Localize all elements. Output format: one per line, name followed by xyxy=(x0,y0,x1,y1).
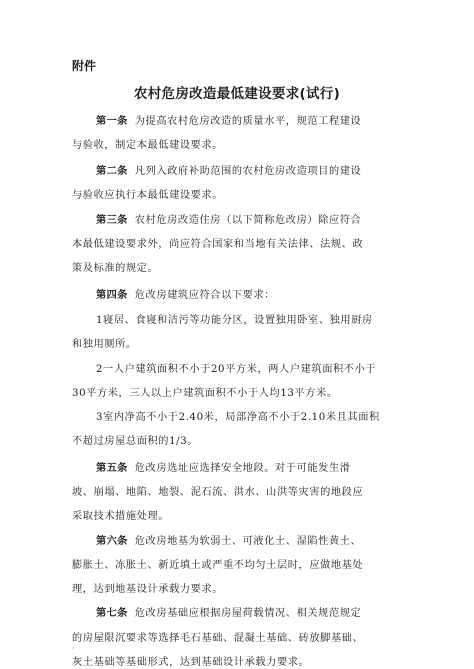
body-line xyxy=(72,507,169,522)
body-line xyxy=(72,235,363,250)
body-line xyxy=(72,335,137,350)
line-text: 危改房地基为软弱土、可液化土、湿陷性黄土、 xyxy=(134,536,362,547)
article-number: 第七条 xyxy=(96,608,128,619)
line-text: 采取技术措施处理。 xyxy=(72,511,170,522)
body-line xyxy=(72,580,223,595)
article-heading-line xyxy=(96,162,361,177)
body-line xyxy=(72,653,309,668)
body-line xyxy=(96,360,376,375)
article-heading-line xyxy=(96,286,275,301)
line-text: 农村危房改造住房（以下简称危改房）除应符合 xyxy=(134,215,362,226)
line-text: 危改房选址应选择安全地段。对于可能发生滑 xyxy=(134,463,351,474)
line-text: 本最低建设要求外，尚应符合国家和当地有关法律、法规、政 xyxy=(72,239,364,250)
body-line xyxy=(72,259,158,274)
body-line xyxy=(72,483,363,498)
line-text: 危改房基础应根据房屋荷载情况、相关规范规定 xyxy=(134,608,362,619)
article-number: 第四条 xyxy=(96,290,128,301)
article-heading-line xyxy=(96,459,351,474)
line-text: 3室内净高不小于2.40米，局部净高不小于2.10米且其面积 xyxy=(96,412,380,423)
body-line xyxy=(72,432,198,447)
article-number: 第二条 xyxy=(96,166,128,177)
body-line xyxy=(96,408,380,423)
body-line xyxy=(72,556,363,571)
line-text: 和独用厕所。 xyxy=(72,339,137,350)
line-text: 与验收，制定本最低建设要求。 xyxy=(72,140,224,151)
body-line xyxy=(72,186,223,201)
article-number: 第一条 xyxy=(96,116,128,127)
line-text: 策及标准的规定。 xyxy=(72,263,159,274)
body-line xyxy=(72,384,338,399)
line-text: 1寝居、食寝和洁污等功能分区，设置独用卧室、独用厨房 xyxy=(96,315,373,326)
body-line xyxy=(72,136,223,151)
article-heading-line xyxy=(96,532,361,547)
line-text: 为提高农村危房改造的质量水平，规范工程建设 xyxy=(134,116,362,127)
article-heading-line xyxy=(96,604,361,619)
line-text: 30平方米，三人以上户建筑面积不小于人均13平方米。 xyxy=(72,388,338,399)
article-number: 第六条 xyxy=(96,536,128,547)
line-text: 理，达到地基设计承载力要求。 xyxy=(72,584,224,595)
line-text: 膨胀土、冻胀土、新近填土或严重不均匀土层时，应做地基处 xyxy=(72,560,364,571)
article-heading-line xyxy=(96,211,361,226)
line-text: 坡、崩塌、地陷、地裂、泥石流、洪水、山洪等灾害的地段应 xyxy=(72,487,364,498)
line-text: 与验收应执行本最低建设要求。 xyxy=(72,190,224,201)
line-text: 不超过房屋总面积的1/3。 xyxy=(72,436,199,447)
line-text: 凡列入政府补助范围的农村危房改造项目的建设 xyxy=(134,166,362,177)
body-line xyxy=(96,311,373,326)
body-line xyxy=(72,629,363,644)
line-text: 2一人户建筑面积不小于20平方米，两人户建筑面积不小于 xyxy=(96,364,377,375)
line-text: 危改房建筑应符合以下要求： xyxy=(134,290,276,301)
attachment-label: 附件 xyxy=(72,59,97,73)
line-text: 灰土基础等基础形式，达到基础设计承载力要求。 xyxy=(72,657,310,668)
article-number: 第五条 xyxy=(96,463,128,474)
article-heading-line xyxy=(96,112,361,127)
document-title: 农村危房改造最低建设要求(试行) xyxy=(133,86,341,102)
page-mark: ' xyxy=(72,646,75,655)
article-number: 第三条 xyxy=(96,215,128,226)
line-text: 的房屋限沉要求等选择毛石基础、混凝土基础、砖放脚基础、 xyxy=(72,633,364,644)
